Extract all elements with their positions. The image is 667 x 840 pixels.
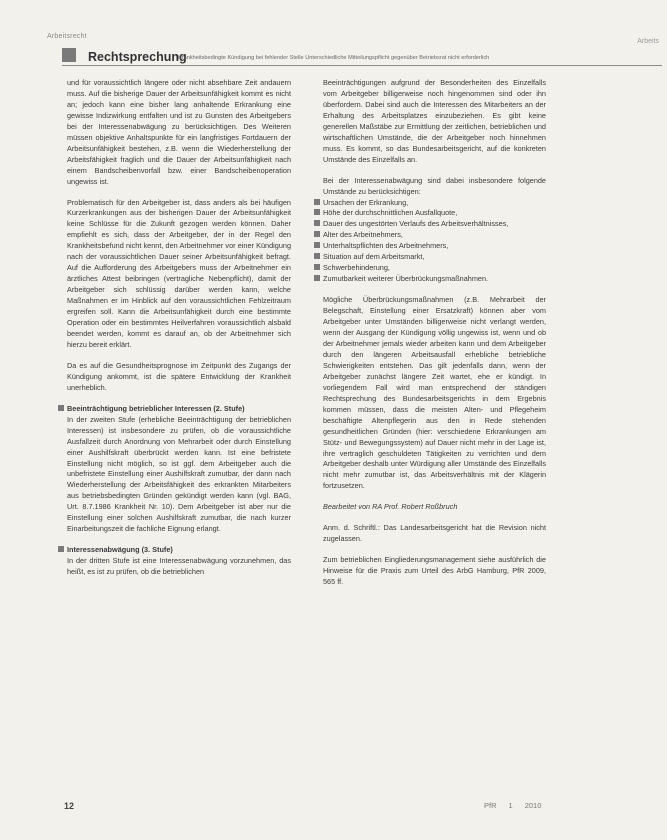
square-bullet-icon [314,220,320,226]
square-bullet-icon [314,242,320,248]
section-body: In der zweiten Stufe (erhebliche Beeinträchtigung der betrieblichen Interessen) ist insbesondere zu prüfen, ob die voraussichtliche Ausfallzeit durch Anordnung von Mehrarbeit oder durch Einstellung einer Aushilfskraft überbrückt werden kann. Ist eine befristete Einstellung nicht möglich, so ist ggf. dem Arbeitgeber auch die unbefristete Einstellung einer Aushilfskraft zumutbar, der dann nach Wiederherstellung der Arbeitsfähigkeit des erkrankten Mitarbeiters aus betriebsbedingten Gründen gekündigt werden kann (vgl. BAG, Urt. 8.7.1986 Krankheit Nr. 10). Dem Arbeitgeber ist aber nur die Einstellung einer solchen Aushilfskraft zumutbar, die nach kurzer Einarbeitungszeit die fachliche Eignung erlangt. [67,414,291,534]
square-bullet-icon [314,209,320,215]
square-bullet-icon [314,275,320,281]
page-subtitle: Krankheitsbedingte Kündigung bei fehlender Stelle Unterschiedliche Mitteilungspflicht gegenüber Betriebsrat nicht erforderlich [178,55,490,61]
paragraph: und für voraussichtlich längere oder nicht absehbare Zeit andauern muss. Auf die bisherige Dauer der Arbeitsunfähigkeit kommt es nicht an; jedoch kann eine bisher lang anhaltende Erkrankung eine gewisse Indizwirkung entfalten und ist zu Gunsten des Arbeitgebers bei der Interessenabwägung zu berücksichtigen. Des Weiteren müssen objektive Anhaltspunkte für ein langfristiges Fortdauern der Arbeitsunfähigkeit bestehen, z.B. wenn die Wiederherstellung der Arbeitsfähigkeit fraglich und die Dauer der Arbeitsunfähigkeit nach einem Bandscheibenvorfall bzw. einer Bandscheibenoperation ungewiss ist. [67,78,291,186]
square-bullet-icon [314,231,320,237]
list-item: Unterhaltspflichten des Arbeitnehmers, [323,241,546,252]
reference-note: Zum betrieblichen Eingliederungsmanagement siehe ausführlich die Hinweise für die Praxis zum Urteil des ArbG Hamburg, PfR 2009, 565 ff. [323,555,546,587]
section-stage-2 [67,404,291,535]
square-bullet-icon [58,405,64,411]
square-bullet-icon [314,264,320,270]
list-item: Zumutbarkeit weiterer Überbrückungsmaßnahmen. [323,274,546,285]
paragraph: Problematisch für den Arbeitgeber ist, dass anders als bei häufigen Kurzerkrankungen aus der bisherigen Dauer der Arbeitsunfähigkeit keine Schlüsse für die Zukunft gezogen werden können. Daher empfiehlt es sich, dass der Arbeitgeber, der in der Regel den Krankheitsbefund nicht kennt, den Arbeitnehmer vor einer Kündigung nach der voraussichtlichen Dauer seiner Arbeitsunfähigkeit befragt. Auf die Aufforderung des Arbeitgebers muss der Arbeitnehmer ein ärztliches Attest beibringen (vertragliche Nebenpflicht), damit der Arbeitgeber sich schlüssig darüber werden kann, welche Maßnahmen er im Hinblick auf den voraussichtlichen Fehlzeitraum ergreifen soll. Kann die Arbeitsunfähigkeit durch eine bestimmte Operation oder ein bestimmtes Heilverfahren voraussichtlich alsbald beendet werden, kommt es darauf an, ob der Arbeitnehmer sich hierzu bereit erklärt. [67,197,291,349]
paragraph: Bei der Interessenabwägung sind dabei insbesondere folgende Umstände zu berücksichtigen: [323,175,546,196]
section-heading: Interessenabwägung (3. Stufe) [67,545,173,555]
editor-note: Anm. d. Schriftl.: Das Landesarbeitsgericht hat die Revision nicht zugelassen. [323,523,546,544]
list-item: Ursachen der Erkrankung, [323,198,546,209]
header-marker [62,48,76,62]
list-item: Schwerbehinderung, [323,263,546,274]
header-divider [62,65,662,66]
paragraph: Beeinträchtigungen aufgrund der Besonderheiten des Einzelfalls vom Arbeitgeber billigerweise noch hingenommen sind oder ihn überfordern. Dabei sind auch die Interessen des Mitarbeiters an der Erhaltung des Arbeitsplatzes einzubeziehen. Es gibt keine generellen Maßstäbe zur Ermittlung der zeitlichen, betrieblichen und wirtschaftlichen Umstände, die der Arbeitgeber noch hinnehmen muss. Es kommt, so das Bundesarbeitsgericht, auf die konkreten Umstände des Einzelfalls an. [323,78,546,164]
right-column [323,78,546,598]
paragraph: Mögliche Überbrückungsmaßnahmen (z.B. Mehrarbeit der Belegschaft, Einstellung einer Ersatzkraft) können aber vom Arbeitgeber unter Umständen billigerweise nicht verlangt werden, wenn der Ausgang der Kündigung völlig ungewiss ist, wenn und ob der Arbeitnehmer jemals wieder arbeiten kann und dem Arbeitgeber durch den längeren Arbeitsausfall erhebliche betriebliche Schwierigkeiten entstehen. Das gilt jedenfalls dann, wenn der Arbeitgeber zunächst längere Zeit wartet, ehe er kündigt. In vorliegendem Fall wird man entsprechend der ständigen Rechtsprechung des Bundesarbeitsgerichts in dem Ergebnis kommen müssen, dass die meisten Alten- und Pflegeheim beschäftigte Altenpflegerin aus den in Rede stehenden gesundheitlichen Gründen (hier: verschiedene Erkrankungen am Stütz- und Bewegungssystem) auf Dauer nicht mehr in der Lage ist, ihre vertraglich geschuldeten Tätigkeiten zu verrichten und dem Arbeitgeber deshalb unter Würdigung aller Umstände des Einzelfalls nicht mehr zumutbar ist, das Arbeitsverhältnis mit der Klägerin fortzusetzen. [323,295,546,491]
section-stage-3 [67,545,291,578]
list-item: Dauer des ungestörten Verlaufs des Arbeitsverhältnisses, [323,219,546,230]
journal-issue [478,801,547,810]
journal-name: PfR [484,801,497,810]
section-heading: Beeinträchtigung betrieblicher Interessen (2. Stufe) [67,403,245,413]
criteria-list [323,198,546,286]
square-bullet-icon [314,253,320,259]
list-item: Situation auf dem Arbeitsmarkt, [323,252,546,263]
page-title: Rechtsprechung [88,50,187,64]
list-item: Alter des Arbeitnehmers, [323,230,546,241]
section-body: In der dritten Stufe ist eine Interessenabwägung vorzunehmen, das heißt, es ist zu prüfen, ob die betrieblichen [67,556,291,577]
issue-number: 1 [508,801,513,810]
paragraph: Da es auf die Gesundheitsprognose im Zeitpunkt des Zugangs der Kündigung ankommt, ist die spätere Entwicklung der Krankheit unerheblich. [67,360,291,392]
author-line: Bearbeitet von RA Prof. Robert Roßbruch [323,502,458,512]
section-tag: Arbeitsrecht [47,33,87,40]
issue-year: 2010 [524,801,542,810]
page-number: 12 [64,801,75,811]
list-item: Höhe der durchschnittlichen Ausfallquote, [323,208,546,219]
section-tag-right: Arbeits [637,38,659,45]
square-bullet-icon [314,199,320,205]
left-column [67,78,291,588]
square-bullet-icon [58,546,64,552]
